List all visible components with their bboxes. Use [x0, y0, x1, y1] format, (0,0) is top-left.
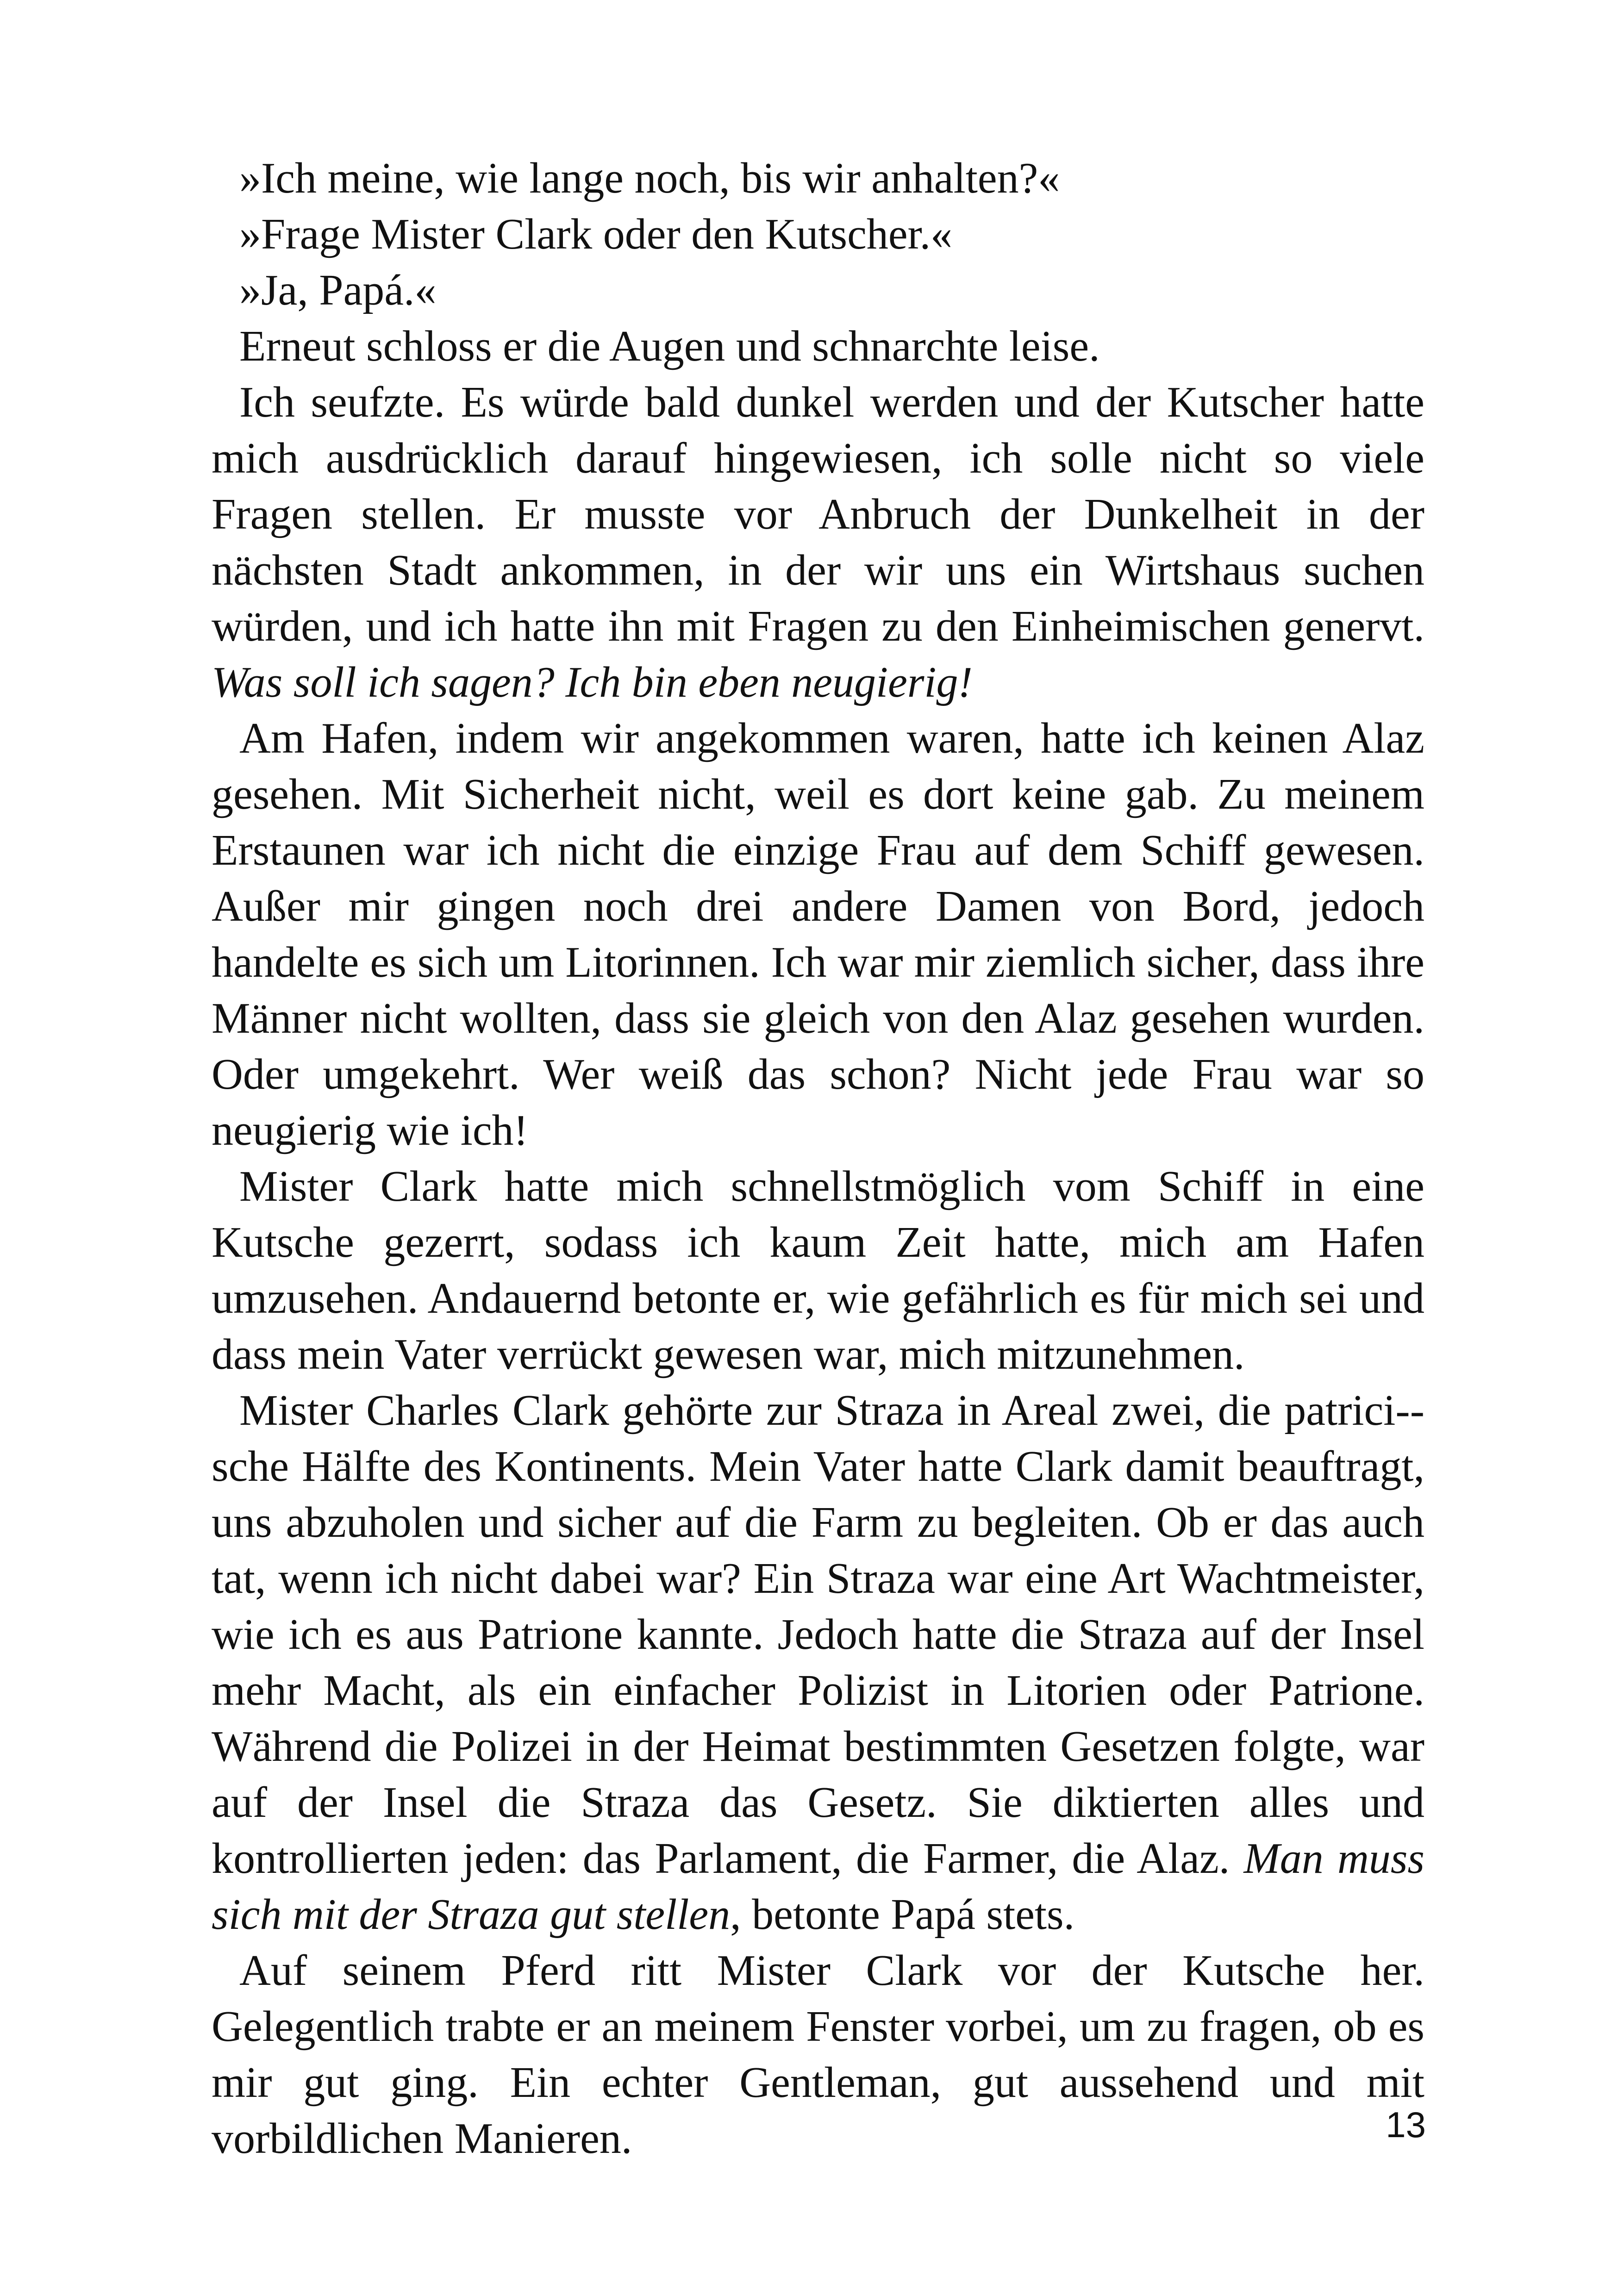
- paragraph-7: [212, 1159, 1424, 1383]
- text-run: »Ja, Papá.«: [239, 266, 437, 314]
- text-run: »Frage Mister Clark oder den Kutscher.«: [239, 210, 953, 258]
- paragraph-9: [212, 1943, 1424, 2167]
- page-number: 13: [1386, 2104, 1426, 2145]
- text-run: »Ich meine, wie lange noch, bis wir anhalten?«: [239, 154, 1060, 202]
- paragraph-4: [212, 318, 1424, 374]
- text-run: , betonte Papá stets.: [730, 1890, 1075, 1939]
- paragraph-6: [212, 711, 1424, 1159]
- body-text: [212, 150, 1424, 2167]
- text-run: Mister Charles Clark gehörte zur Straza in Areal zwei, die patrici-sche Hälfte des Kontinents. Mein Vater hatte Clark damit beauftragt, uns abzuholen und sicher auf die Farm zu begleiten. Ob er das auch tat, wenn ich nicht dabei war? Ein Straza war eine Art Wachtmeister, wie ich es aus Patrione kannte. Jedoch hatte die Straza auf der Insel mehr Macht, als ein einfacher Polizist in Litorien oder Patrione. Während die Polizei in der Heimat bestimmten Gesetzen folgte, war auf der Insel die Straza das Gesetz. Sie diktierten alles und kontrollierten jeden: das Parlament, die Farmer, die Alaz.: [212, 1386, 1424, 1883]
- text-run: Ich seufzte. Es würde bald dunkel werden und der Kutscher hatte mich ausdrücklich darauf hingewiesen, ich solle nicht so viele Fragen stellen. Er musste vor Anbruch der Dunkelheit in der nächsten Stadt ankommen, in der wir uns ein Wirtshaus suchen würden, und ich hatte ihn mit Fragen zu den Einheimischen genervt.: [212, 378, 1424, 650]
- paragraph-1: [212, 150, 1424, 206]
- paragraph-8: [212, 1383, 1424, 1943]
- text-run: Am Hafen, indem wir angekommen waren, hatte ich keinen Alaz gesehen. Mit Sicherheit nicht, weil es dort keine gab. Zu meinem Erstaunen war ich nicht die einzige Frau auf dem Schiff gewesen. Außer mir gingen noch drei andere Damen von Bord, jedoch handelte es sich um Litorinnen. Ich war mir ziemlich sicher, dass ihre Männer nicht wollten, dass sie gleich von den Alaz gesehen wurden. Oder umgekehrt. Wer weiß das schon? Nicht jede Frau war so neugierig wie ich!: [212, 714, 1424, 1154]
- italic-text-run: Was soll ich sagen? Ich bin eben neugierig!: [212, 658, 973, 706]
- italic-text-run: Man muss sich mit der Straza gut stellen: [212, 1834, 1424, 1939]
- paragraph-2: [212, 206, 1424, 262]
- text-run: Erneut schloss er die Augen und schnarchte leise.: [239, 322, 1100, 370]
- paragraph-5: [212, 374, 1424, 711]
- text-run: Mister Clark hatte mich schnellstmöglich vom Schiff in eine Kutsche gezerrt, sodass ich kaum Zeit hatte, mich am Hafen umzusehen. Andauernd betonte er, wie gefährlich es für mich sei und dass mein Vater verrückt gewesen war, mich mitzunehmen.: [212, 1162, 1424, 1378]
- text-run: Auf seinem Pferd ritt Mister Clark vor der Kutsche her. Gelegentlich trabte er an meinem Fenster vorbei, um zu fragen, ob es mir gut ging. Ein echter Gentleman, gut aussehend und mit vorbildlichen Manieren.: [212, 1946, 1424, 2163]
- paragraph-3: [212, 262, 1424, 318]
